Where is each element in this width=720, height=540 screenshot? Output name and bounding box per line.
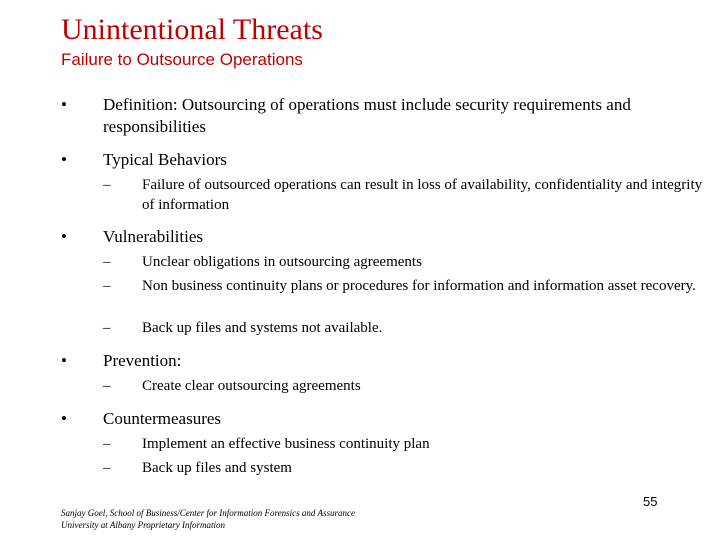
dash-marker: –: [103, 378, 111, 394]
dash-marker: –: [103, 278, 111, 294]
footer-affiliation: University at Albany Proprietary Information: [61, 520, 225, 530]
bullet-marker: •: [61, 95, 67, 114]
subbullet-prevention-1: Create clear outsourcing agreements: [142, 378, 361, 394]
bullet-marker: •: [61, 351, 67, 370]
dash-marker: –: [103, 320, 111, 336]
dash-marker: –: [103, 436, 111, 452]
page-number: 55: [643, 494, 658, 509]
bullet-marker: •: [61, 227, 67, 246]
subbullet-behavior-1: Failure of outsourced operations can result in loss of availability, confidentiality and integrity of information: [142, 177, 703, 213]
subbullet-vulnerability-3: Back up files and systems not available.: [142, 320, 383, 336]
subbullet-vulnerability-1: Unclear obligations in outsourcing agreements: [142, 254, 422, 270]
bullet-marker: •: [61, 150, 67, 169]
bullet-marker: •: [61, 409, 67, 428]
subbullet-countermeasure-2: Back up files and system: [142, 460, 292, 476]
slide-subtitle: Failure to Outsource Operations: [61, 50, 303, 69]
bullet-definition: Definition: Outsourcing of operations must include security requirements and responsibilities: [103, 95, 631, 136]
footer: [61, 507, 461, 531]
bullet-prevention: Prevention:: [103, 351, 182, 370]
dash-marker: –: [103, 254, 111, 270]
bullet-vulnerabilities: Vulnerabilities: [103, 227, 204, 246]
subbullet-countermeasure-1: Implement an effective business continuity plan: [142, 436, 430, 452]
footer-author: Sanjay Goel, School of Business/Center for Information Forensics and Assurance: [61, 508, 355, 518]
bullet-typical-behaviors: Typical Behaviors: [103, 150, 227, 169]
dash-marker: –: [103, 177, 111, 193]
bullet-countermeasures: Countermeasures: [103, 409, 222, 428]
dash-marker: –: [103, 460, 111, 476]
slide-title: Unintentional Threats: [61, 13, 323, 46]
subbullet-vulnerability-2: Non business continuity plans or procedures for information and information asset recovery.: [142, 278, 696, 294]
